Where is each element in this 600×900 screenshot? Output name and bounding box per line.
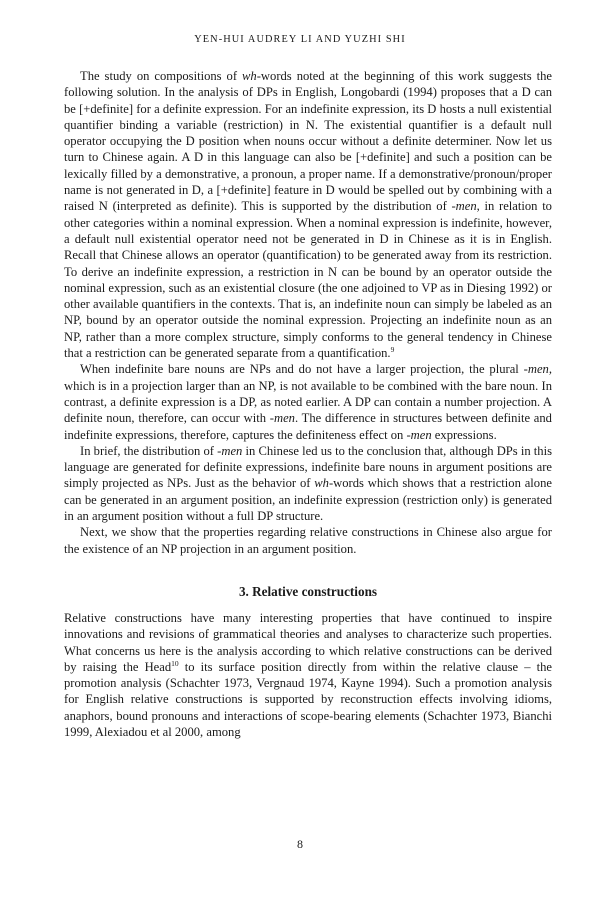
paragraph-next: Next, we show that the properties regarding relative constructions in Chinese also argue for the existence of an NP projection in an argument position.: [64, 525, 552, 556]
paragraph-relative-constructions: [64, 610, 552, 740]
footnote-marker[interactable]: 10: [171, 658, 179, 668]
page-number: 8: [297, 837, 303, 851]
text-segment: , in relation to other categories within a nominal expression. When a nominal expression is indefinite, however, a default null existential operator need not be generated in D in Chinese as it is in English. Recall that Chinese allows an operator (quantification) to be generated away from its restriction. To derive an indefinite expression, a restriction in N can be bound by an operator outside the nominal expression, such as an existential closure (the one adjoined to VP as in Diesing 1992) or other available quantifiers in the contexts. That is, an indefinite noun can simply be labeled as an NP, bound by an operator outside the nominal expression. Projecting an indefinite noun as an NP, rather than a more complex structure, simply conforms to the general tendency in Chinese that a restriction can be generated separate from a quantification.: [64, 199, 552, 361]
running-head: YEN-HUI AUDREY LI AND YUZHI SHI: [194, 34, 406, 45]
body-text: [64, 68, 552, 740]
italic-term: -men,: [523, 362, 552, 377]
italic-term: -men: [269, 411, 295, 426]
text-segment: When indefinite bare nouns are NPs and do not have a larger projection, the plural: [80, 362, 524, 377]
section-heading: 3. Relative constructions: [238, 583, 378, 599]
paragraph-wh-words-analysis: [64, 68, 552, 361]
italic-term: -men: [451, 199, 477, 214]
text-segment: -words noted at the beginning of this work suggests the following solution. In the analysis of DPs in English, Longobardi (1994) proposes that a D can be [+definite] for a definite expression. For an indefinite expression, its D hosts a null existential quantifier binding a variable (restriction) in N. The existential quantifier is a default null operator occupying the D position when nouns occur without a definite determiner. Now let us turn to Chinese again. A D in this language can also be [+definite] and such a position can be lexically filled by a demonstrative, a pronoun, a proper name. If a demonstrative/pronoun/proper name is not generated in D, a [+definite] feature in D would be spelled out by combining with a raised N (interpreted as definite). This is supported by the distribution of: [64, 69, 552, 214]
text-segment: in Chinese led us to the conclusion that, although DPs in this language are generated for definite expressions, indefinite bare nouns in argument positions are simply projected as NPs. Just as the behavior of: [64, 443, 553, 491]
italic-term: -men: [217, 443, 243, 458]
text-segment: Relative constructions have many interesting properties that have continued to inspire innovations and revisions of grammatical theories and analyses to characterize such properties. What concerns us here is the analysis according to which relative constructions can be derived by raising the Head: [64, 610, 552, 674]
text-segment: to its surface position directly from within the relative clause – the promotion analysis (Schachter 1973, Vergnaud 1974, Kayne 1994). Such a promotion analysis for English relative constructions is supported by reconstruction effects involving idioms, anaphors, bound pronouns and interactions of scope-bearing elements (Schachter 1973, Bianchi 1999, Alexiadou et al 2000, among: [64, 659, 552, 739]
italic-term: -men: [406, 427, 432, 442]
italic-term: wh: [242, 69, 257, 83]
text-segment: The study on compositions of: [80, 69, 243, 83]
text-segment: expressions.: [431, 427, 497, 442]
text-segment: -words which shows that a restriction alone can be generated in an argument position, an indefinite expression (restriction only) is generated in an argument position without a full DP structure.: [64, 476, 552, 524]
text-segment: which is in a projection larger than an NP, is not available to be combined with the bare noun. In contrast, a definite expression is a DP, as noted earlier. A DP can contain a number projection. A definite noun, therefore, can occur with: [64, 378, 552, 426]
text-segment: In brief, the distribution of: [80, 443, 218, 458]
paragraph-in-brief: [64, 443, 552, 524]
italic-term: wh: [314, 476, 329, 491]
paragraph-indefinite-bare-nouns: [64, 361, 552, 442]
footnote-marker[interactable]: 9: [390, 344, 395, 354]
text-segment: . The difference in structures between definite and indefinite expressions, therefore, captures the definiteness effect on: [64, 411, 552, 442]
